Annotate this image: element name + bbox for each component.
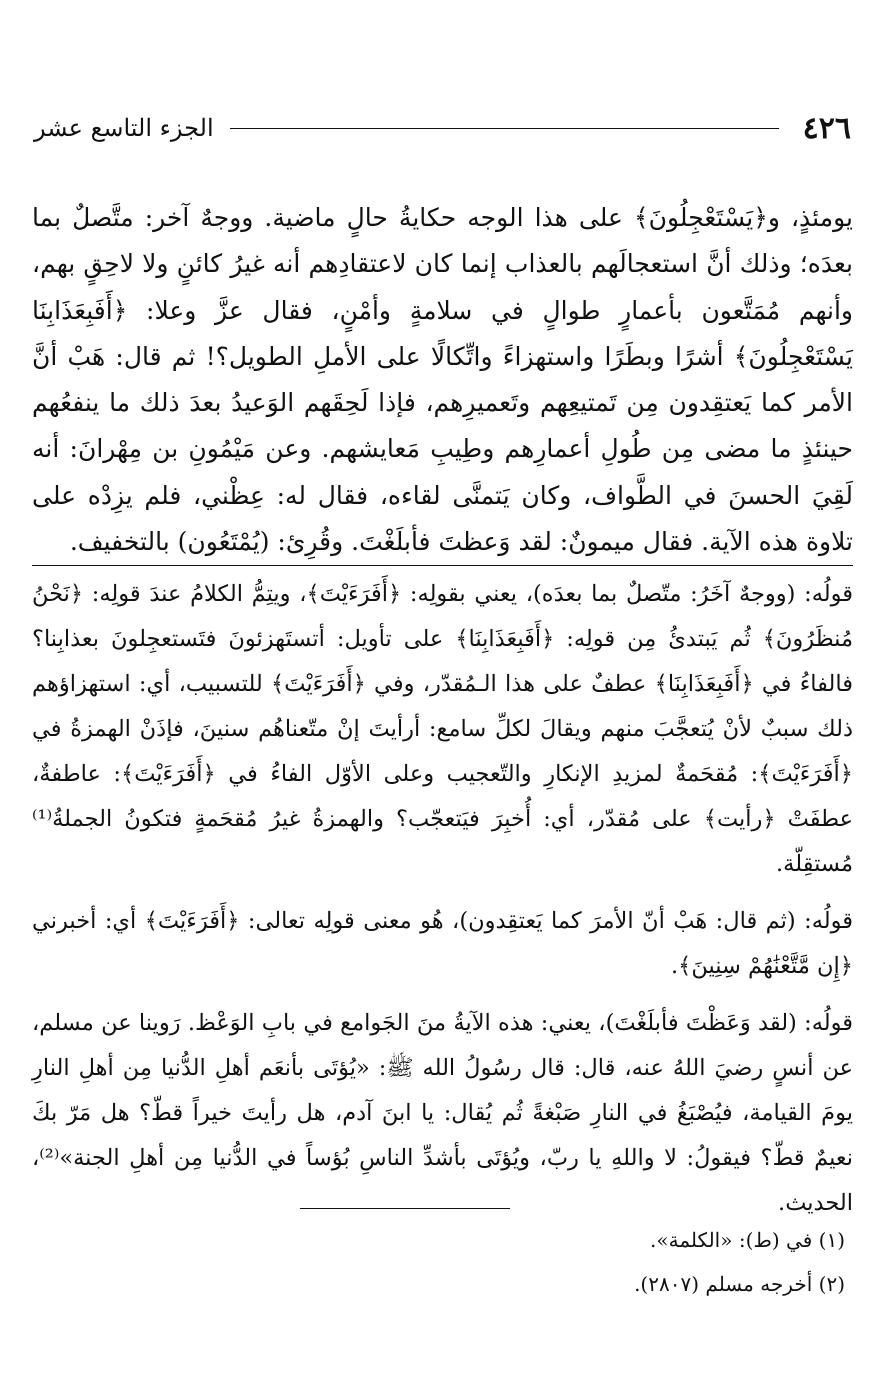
footnote: (١) في (ط): «الكلمة». <box>650 1228 845 1252</box>
main-text: يومئذٍ، و﴿يَسْتَعْجِلُونَ﴾ على هذا الوجه حكايةُ حالٍ ماضية. ووجهٌ آخر: متَّصلٌ بما بعدَه؛ وذلك أنَّ استعجالَهم بالعذاب إنما كان لاعتقادِهم أنه غيرُ كائنٍ ولا لاحِقٍ بهم، وأنهم مُمَتَّعون بأعمارٍ طوالٍ في سلامةٍ وأمْنٍ، فقال عزَّ وعلا: ﴿أَفَبِعَذَابِنَا يَسْتَعْجِلُونَ﴾ أشرًا وبطَرًا واستهزاءً واتِّكالًا على الأملِ الطويل؟! ثم قال: هَبْ أنَّ الأمر كما يَعتقِدون مِن تَمتيعِهم وتَعميرِهم، فإذا لَحِقَهم الوَعيدُ بعدَ ذلك ما ينفعُهم حينئذٍ ما مضى مِن طُولِ أعمارِهم وطِيبِ مَعايشهم. وعن مَيْمُونِ بن مِهْرانَ: أنه لَقِيَ الحسنَ في الطَّواف، وكان يَتمنَّى لقاءه، فقال له: عِظْني، فلم يزِدْه على تلاوة هذه الآية. فقال ميمونٌ: لقد وَعظتَ فأبلَغْتَ. وقُرِئ: (يُمْتَعُون) بالتخفيف. <box>32 203 853 557</box>
commentary-note: قولُه: (ووجهٌ آخَرُ: متّصلٌ بما بعدَه)، يعني بقولِه: ﴿أَفَرَءَيْتَ﴾، ويتِمُّ الكلامُ عندَ قولِه: ﴿نَحْنُ مُنظَرُونَ﴾ ثُم يَبتدئُ مِن قولِه: ﴿أَفَبِعَذَابِنَا﴾ على تأويل: أتستَهزئونَ فتَستعجِلونَ بعذابِنا؟ فالفاءُ في ﴿أَفَبِعَذَابِنَا﴾ عطفٌ على هذا الـمُقدّر، وفي ﴿أَفَرَءَيْتَ﴾ للتسبيب، أي: استهزاؤهم ذلك سببٌ لأنْ يُتعجَّبَ منهم ويقالَ لكلِّ سامع: أرأيتَ إنْ متّعناهُم سنينَ، فإذَنْ الهمزةُ في ﴿أَفَرَءَيْتَ﴾: مُقحَمةٌ لمزيدِ الإنكارِ والتّعجيب وعلى الأوّل الفاءُ في ﴿أَفَرَءَيْتَ﴾: عاطفةٌ، عطفَتْ ﴿رأيت﴾ على مُقدّر، أي: أُخبِرَ فيَتعجّب؟ والهمزةُ غيرُ مُقحَمةٍ فتكونُ الجملةُ⁽¹⁾ مُستقِلّة. <box>32 581 853 877</box>
main-text-divider <box>32 565 853 566</box>
page-header <box>34 108 851 148</box>
commentary-note: قولُه: (ثم قال: هَبْ أنّ الأمرَ كما يَعتقِدون)، هُو معنى قولِه تعالى: ﴿أَفَرَءَيْتَ﴾ أي: أخبرني ﴿إِن مَّتَّعْنَٰهُمْ سِنِينَ﴾. <box>32 908 853 979</box>
commentary-note: قولُه: (لقد وَعَظْتَ فأبلَغْتَ)، يعني: هذه الآيةُ منَ الجَوامع في بابِ الوَعْظ. رَوينا عن مسلم، عن أنسٍ رضيَ اللهُ عنه، قال: قال رسُولُ الله ﷺ: «يُؤتَى بأنعَم أهلِ الدُّنيا مِن أهلِ النارِ يومَ القيامة، فيُصْبَغُ في النارِ صَبْغةً ثُم يُقال: يا ابنَ آدم، هل رأيتَ خيراً قطّ؟ هل مَرّ بكَ نعيمٌ قطّ؟ فيقولُ: لا واللهِ يا ربّ، ويُؤتَى بأشدِّ الناسِ بُؤساً في الدُّنيا مِن أهلِ الجنة»⁽²⁾، الحديث. <box>32 1010 853 1216</box>
part-title: الجزء التاسع عشر <box>34 114 214 142</box>
footnotes <box>32 1218 845 1306</box>
footnote: (٢) أخرجه مسلم (٢٨٠٧). <box>634 1272 845 1296</box>
commentary-notes <box>32 572 853 1226</box>
header-rule <box>230 128 779 129</box>
footnote-divider <box>300 1208 510 1209</box>
page-number: ٤٢٦ <box>802 110 851 146</box>
